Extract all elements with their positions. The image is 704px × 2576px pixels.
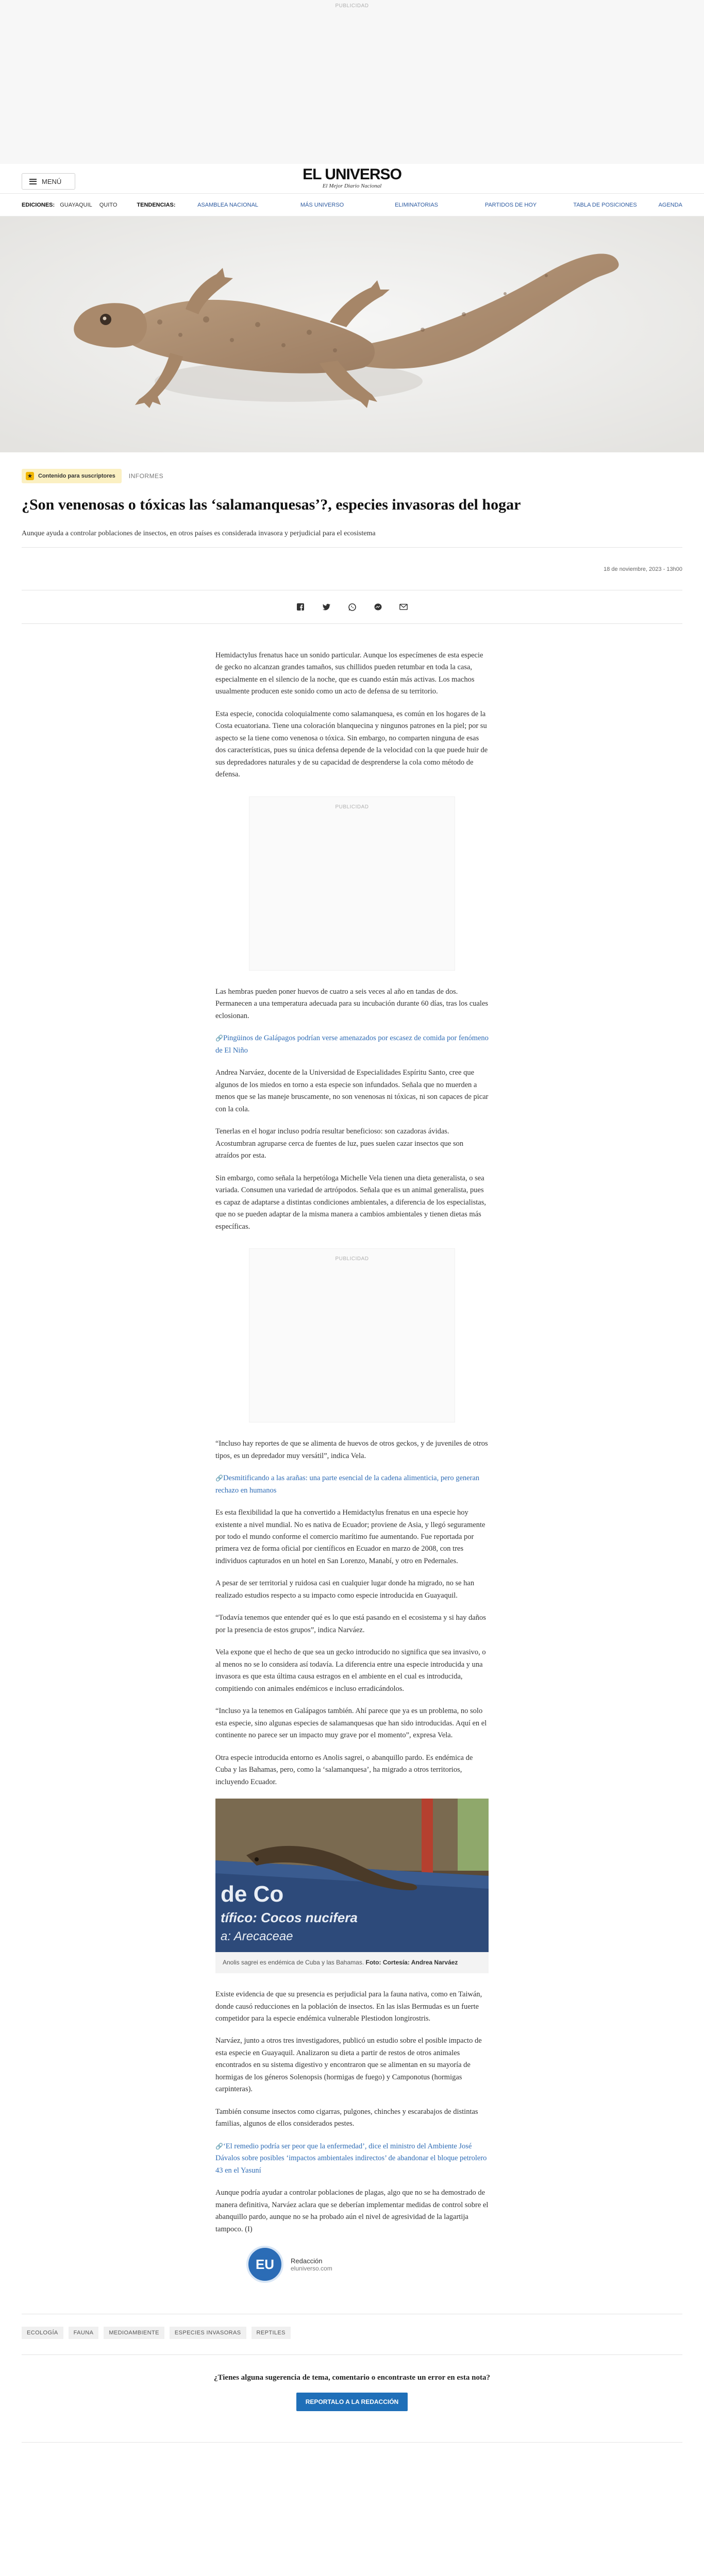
- messenger-icon[interactable]: [373, 602, 383, 612]
- site-logo[interactable]: [0, 167, 704, 189]
- article-paragraph: Aunque podría ayudar a controlar poblaciones de plagas, algo que no se ha demostrado de manera definitiva, Narváez aclara que se deberían implementar medidas de control sobre el abanquillo pardo, aunque no se ha probado aún el nivel de agresividad de la lagartija tampoco. (I): [215, 2189, 489, 2233]
- feedback-question: ¿Tienes alguna sugerencia de tema, comentario o encontraste un error en esta nota?: [214, 2374, 490, 2382]
- gecko-illustration: [0, 216, 704, 452]
- author-logo: EU: [246, 2246, 283, 2283]
- footer-divider: [22, 2442, 682, 2473]
- article-figure: [215, 1799, 489, 1973]
- logo-text: EL UNIVERSO: [303, 166, 401, 183]
- article-paragraph: También consume insectos como cigarras, pulgones, chinches y escarabajos de distintas familias, algunos de ellos considerados pestes.: [215, 2107, 478, 2128]
- trending-link[interactable]: MÁS UNIVERSO: [300, 201, 344, 208]
- article-lead: Aunque ayuda a controlar poblaciones de insectos, en otros países es considerada invasora y perjudicial para el ecosistema: [22, 530, 682, 548]
- badge-label: Contenido para suscriptores: [38, 473, 115, 479]
- ad-label: PUBLICIDAD: [335, 804, 369, 810]
- tag-chip[interactable]: REPTILES: [252, 2327, 291, 2339]
- twitter-icon[interactable]: [321, 602, 331, 612]
- trending-link[interactable]: ASAMBLEA NACIONAL: [197, 201, 259, 208]
- inline-ad-slot: [249, 1248, 455, 1422]
- facebook-icon[interactable]: [295, 602, 306, 612]
- article-paragraph: Existe evidencia de que su presencia es perjudicial para la fauna nativa, como en Taiwán, donde causó reducciones en la población de insectos. En las islas Bermudas es un fuerte competidor para la especie endémica vulnerable Plestiodon longirostris.: [215, 1990, 482, 2023]
- editions-bar: [0, 194, 704, 216]
- whatsapp-icon[interactable]: [347, 602, 357, 612]
- tag-chip[interactable]: ESPECIES INVASORAS: [170, 2327, 246, 2339]
- article-paragraph: Otra especie introducida entorno es Anolis sagrei, o abanquillo pardo. Es endémica de Cuba y las Bahamas, pero, como la ‘salamanquesa’, ha migrado a otros territorios, incluyendo Ecuador.: [215, 1753, 473, 1786]
- author-site: eluniverso.com: [291, 2264, 332, 2272]
- article-paragraph: Esta especie, conocida coloquialmente como salamanquesa, es común en los hogares de la Costa ecuatoriana. Tiene una coloración blanquecina y ningunos patrones en la piel; por su aspecto se la tiene como venenosa o tóxica. Sin embargo, no comparten ninguna de esas dos características, pues su única defensa depende de la velocidad con la que puede huir de sus depredadores naturales y de su capacidad de desprenderse la cola como método de defensa.: [215, 709, 488, 779]
- article-title: ¿Son venenosas o tóxicas las ‘salamanquesas’?, especies invasoras del hogar: [22, 496, 521, 513]
- trending-list: [137, 202, 682, 208]
- tag-list: [22, 2314, 682, 2354]
- ad-label: PUBLICIDAD: [335, 3, 369, 9]
- tag-chip[interactable]: FAUNA: [69, 2327, 99, 2339]
- anole-photo: [215, 1799, 489, 1952]
- figure-caption: [215, 1952, 489, 1973]
- site-header: [0, 164, 704, 194]
- article-paragraph: “Incluso ya la tenemos en Galápagos también. Ahí parece que ya es un problema, no solo esta especie, sino algunas especies de salamanquesas que han sido introducidas. Aquí en el continente no parece ser un impacto muy grave por el momento”, expresa Vela.: [215, 1707, 487, 1740]
- article-paragraph: Hemidactylus frenatus hace un sonido particular. Aunque los especímenes de esta especie de gecko no alcanzan grandes tamaños, sus chillidos pueden retumbar en toda la casa, especialmente en el silencio de la noche, que es cuando están más activas. Los machos usualmente producen este sonido como un acto de defensa de su territorio.: [215, 651, 483, 696]
- article-paragraph: Sin embargo, como señala la herpetóloga Michelle Vela tienen una dieta generalista, o sea variada. Consumen una variedad de artrópodos. Señala que es un animal generalista, pues es capaz de adaptarse a distintas condiciones ambientales, a diferencia de los especialistas, que no se pueden adaptar de la misma manera a cambios ambientales y tienen dietas más específicas.: [215, 1174, 487, 1231]
- edition-guayaquil[interactable]: GUAYAQUIL: [60, 201, 92, 208]
- trending-link[interactable]: AGENDA: [658, 201, 683, 208]
- article-paragraph: Es esta flexibilidad la que ha convertido a Hemidactylus frenatus en una especie hoy existente a nivel mundial. No es nativa de Ecuador; proviene de Asia, y llegó seguramente por todo el mundo conforme el comercio marítimo fue aumentando. Fue reportada por primera vez de forma oficial por científicos en Ecuador en marzo de 2008, con tres individuos capturados en un hotel en San Lorenzo, Manabí, y otro en Pedernales.: [215, 1509, 485, 1565]
- caption-credit: Foto: Cortesía: Andrea Narváez: [365, 1959, 458, 1967]
- logo-tagline: El Mejor Diario Nacional: [322, 183, 382, 189]
- subscriber-badge: [22, 469, 122, 483]
- share-bar: [22, 590, 682, 624]
- sign-text: tífico: Cocos nucifera: [221, 1910, 358, 1926]
- trending-link[interactable]: ELIMINATORIAS: [395, 201, 439, 208]
- article-paragraph: “Todavía tenemos que entender qué es lo que está pasando en el ecosistema y si hay daños por la presencia de estos grupos”, indica Narváez.: [215, 1614, 486, 1634]
- anole-illustration: [215, 1799, 489, 1952]
- trending-link[interactable]: PARTIDOS DE HOY: [484, 201, 537, 208]
- article-paragraph: “Incluso hay reportes de que se alimenta de huevos de otros geckos, y de juveniles de otros tipos, es un depredador muy versátil”, indica Vela.: [215, 1439, 488, 1460]
- article-meta: [22, 469, 682, 483]
- caption-text: Anolis sagrei es endémica de Cuba y las Bahamas.: [223, 1959, 364, 1967]
- edition-quito[interactable]: QUITO: [99, 201, 118, 208]
- related-link[interactable]: 🔗 ‘El remedio podría ser peor que la enfermedad’, dice el ministro del Ambiente José Dávalos sobre posibles ‘impactos ambientales indirectos’ de abandonar el bloque petrolero 43 en el Yasuní: [215, 2141, 489, 2177]
- ad-label: PUBLICIDAD: [335, 1256, 369, 1262]
- trending-link[interactable]: TABLA DE POSICIONES: [573, 201, 637, 208]
- feedback-section: [22, 2354, 682, 2442]
- section-link[interactable]: INFORMES: [128, 472, 164, 480]
- report-button[interactable]: REPORTALO A LA REDACCIÓN: [296, 2393, 408, 2411]
- tag-chip[interactable]: ECOLOGÍA: [22, 2327, 63, 2339]
- article-paragraph: Vela expone que el hecho de que sea un gecko introducido no significa que sea invasivo, o al menos no se lo considera así todavía. La diferencia entre una especie introducida y una invasora es que esta última causa estragos en el ambiente en el cual es introducida, compitiendo con animales endémicos e incluso erradicándolos.: [215, 1648, 486, 1693]
- author-name: Redacción: [291, 2257, 323, 2265]
- related-link[interactable]: 🔗 Desmitificando a las arañas: una parte esencial de la cadena alimenticia, pero generan rechazo en humanos: [215, 1472, 489, 1497]
- trending-label: TENDENCIAS:: [137, 201, 176, 208]
- article-paragraph: Andrea Narváez, docente de la Universidad de Especialidades Espíritu Santo, cree que algunos de los miedos en torno a esta especie son infundados. Señala que no muerden a menos que se las maneje bruscamente, no son venenosas ni tóxicas, ni son capaces de picar con la cola.: [215, 1069, 489, 1113]
- tag-chip[interactable]: MEDIOAMBIENTE: [104, 2327, 164, 2339]
- hero-image: [0, 216, 704, 452]
- top-ad-slot: [0, 0, 704, 164]
- inline-ad-slot: [249, 796, 455, 971]
- article-paragraph: A pesar de ser territorial y ruidosa casi en cualquier lugar donde ha migrado, no se han realizado estudios respecto a su impacto como especie introducida en Guayaquil.: [215, 1579, 475, 1600]
- sign-text: a: Arecaceae: [221, 1929, 293, 1944]
- email-icon[interactable]: [398, 602, 409, 612]
- author-block[interactable]: [246, 2246, 489, 2283]
- article-paragraph: Las hembras pueden poner huevos de cuatro a seis veces al año en tandas de dos. Permanecen a una temperatura adecuada para su incubación durante 60 días, tras los cuales eclosionan.: [215, 987, 489, 1020]
- editions-label: EDICIONES:: [22, 201, 55, 208]
- article-header: [0, 469, 704, 590]
- article-paragraph: Tenerlas en el hogar incluso podría resultar beneficioso: son cazadoras ávidas. Acostumbran agruparse cerca de fuentes de luz, pues suelen cazar insectos que son atraídos por esta.: [215, 1127, 464, 1160]
- article-date: 18 de noviembre, 2023 - 13h00: [22, 566, 682, 590]
- article-body: [215, 624, 489, 2283]
- related-link[interactable]: 🔗 Pingüinos de Galápagos podrían verse amenazados por escasez de comida por fenómeno de El Niño: [215, 1032, 489, 1057]
- menu-label: MENÚ: [42, 177, 62, 185]
- article-paragraph: Narváez, junto a otros tres investigadores, publicó un estudio sobre el posible impacto de esta especie en Guayaquil. Analizaron su dieta a partir de restos de otros animales encontrados en su sistema digestivo y encontraron que se alimentan en su mayoría de hormigas de los géneros Solenopsis (hormigas de fuego) y Camponotus (hormigas carpinteras).: [215, 2037, 482, 2094]
- sign-text: de Co: [221, 1882, 284, 1907]
- star-icon: ★: [26, 472, 34, 480]
